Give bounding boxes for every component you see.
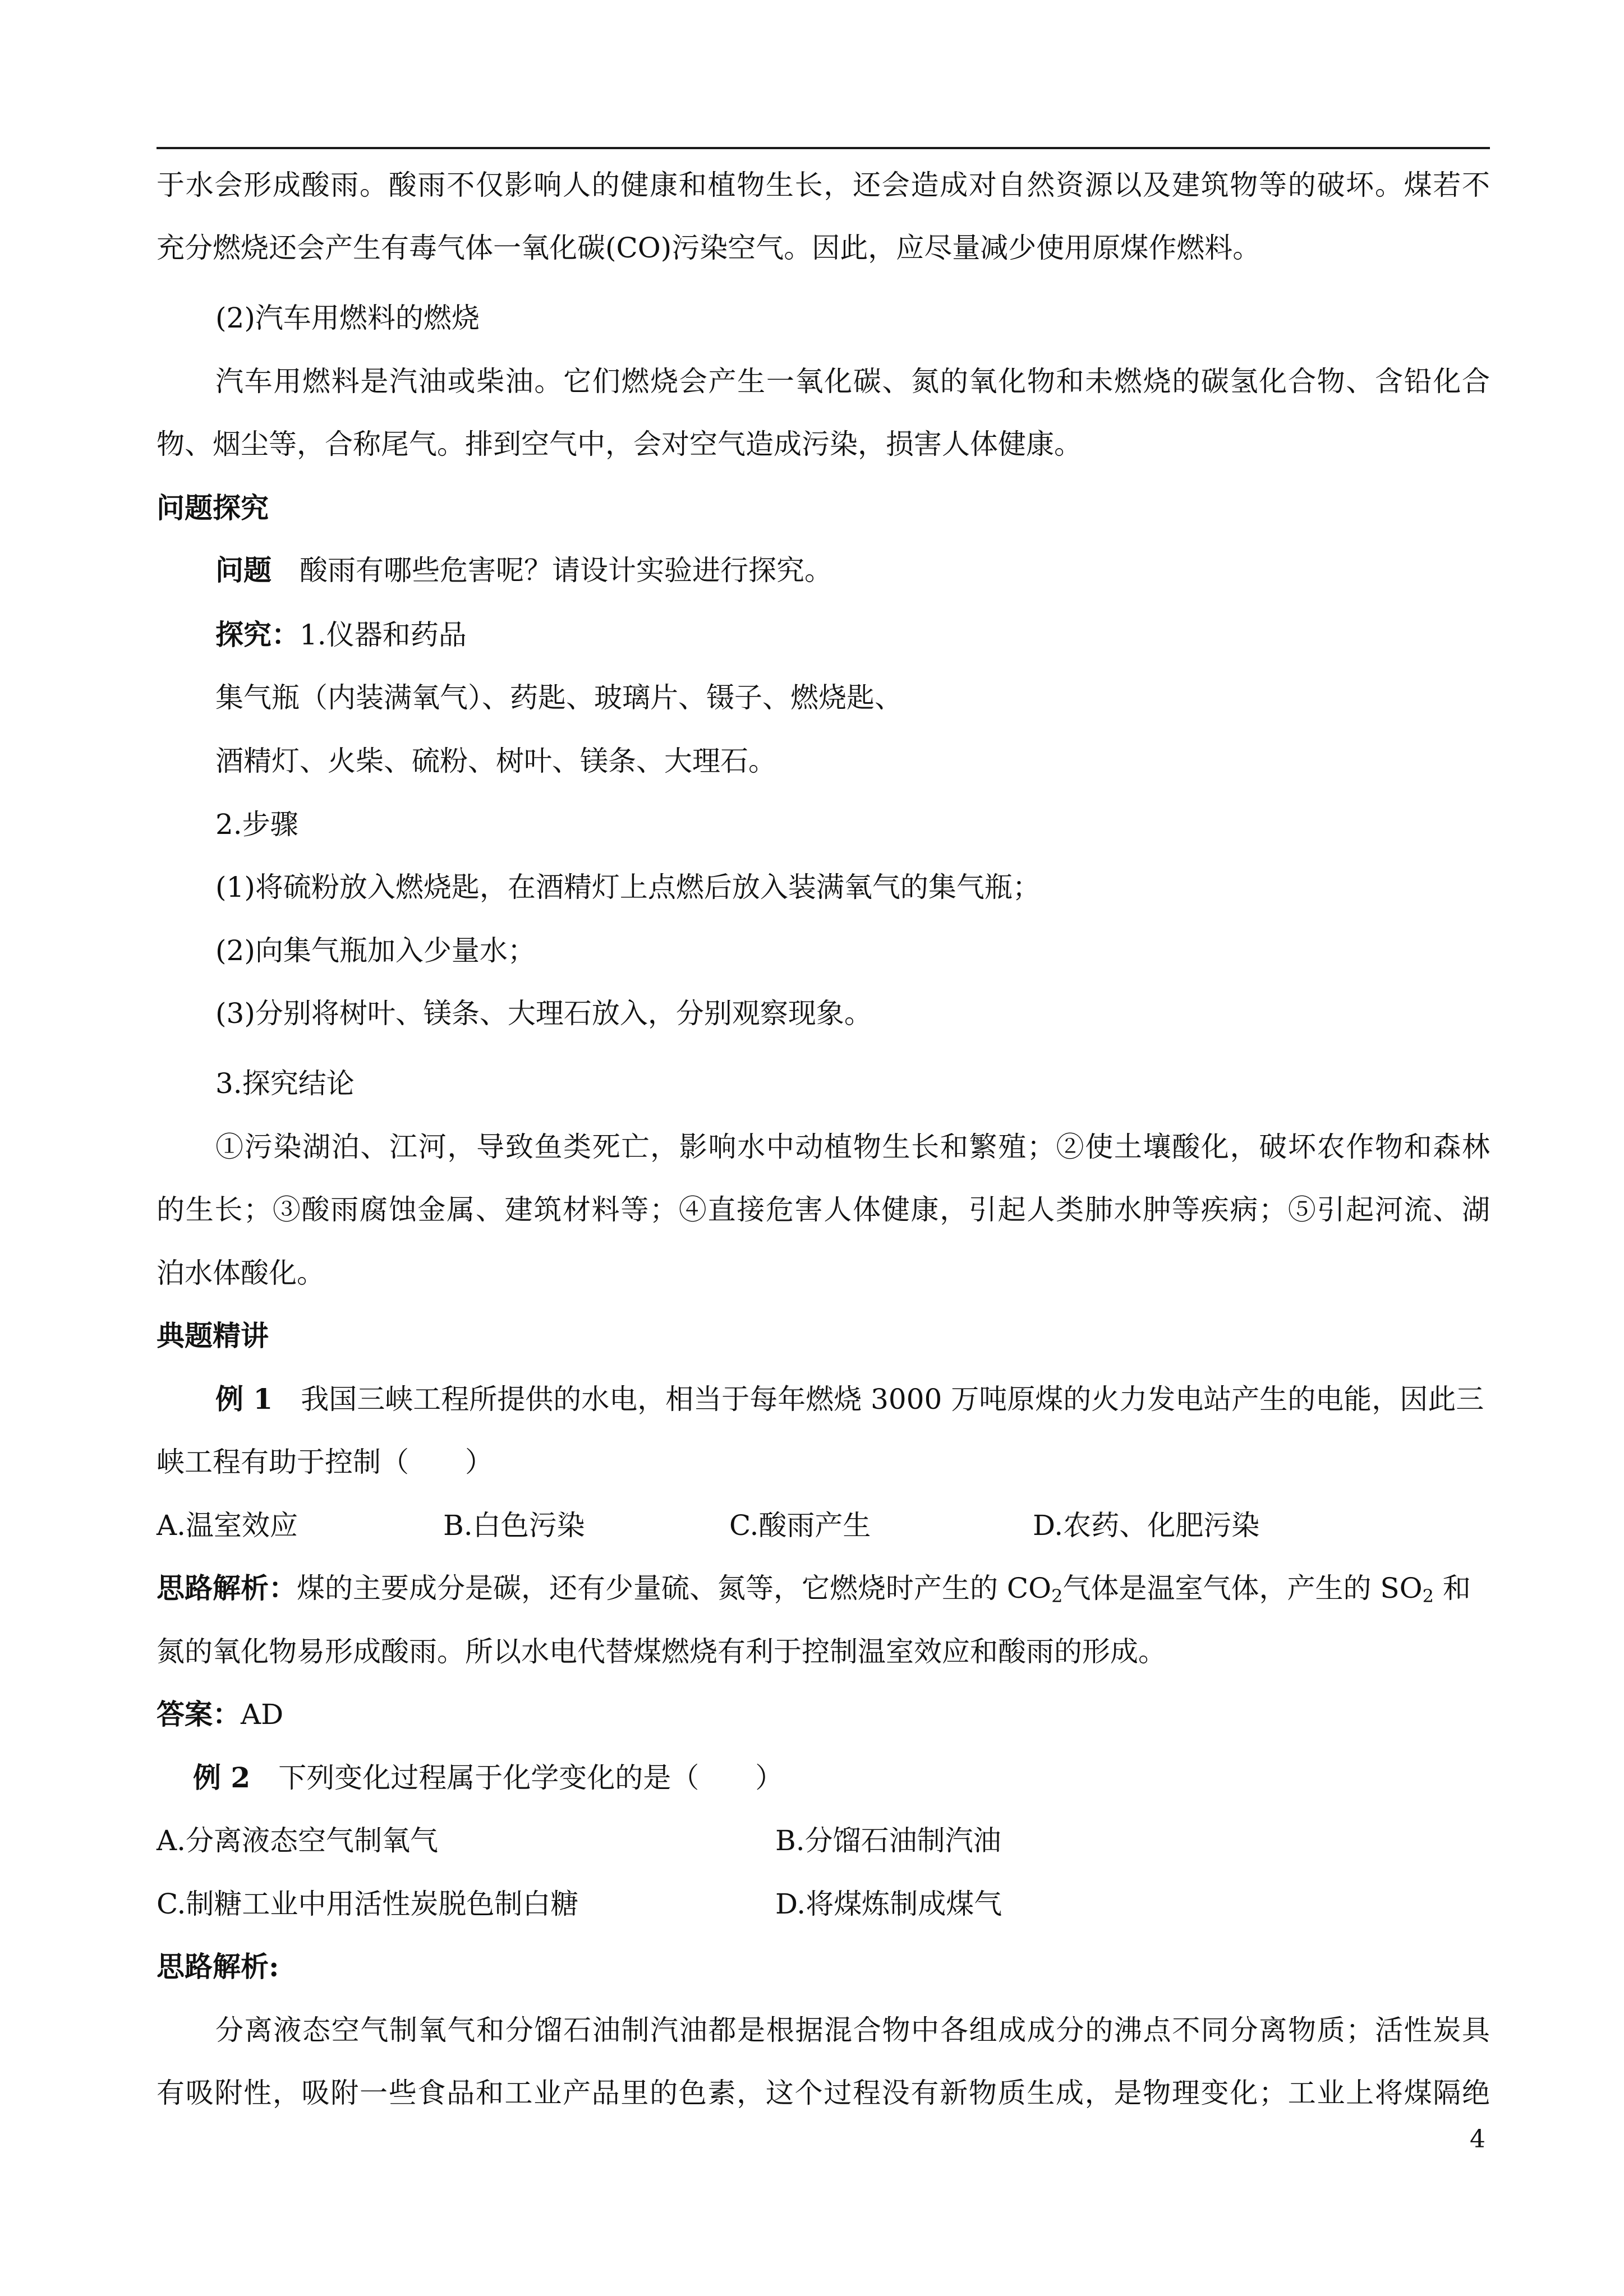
page-number: 4 [1470, 2125, 1485, 2154]
example-2-analysis-line: 有吸附性，吸附一些食品和工业产品里的色素，这个过程没有新物质生成，是物理变化；工业上将煤隔绝 [157, 2077, 1490, 2109]
paragraph-line: 充分燃烧还会产生有毒气体一氧化碳(CO)污染空气。因此，应尽量减少使用原煤作燃料。 [157, 232, 1261, 264]
steps-title: 2.步骤 [215, 808, 298, 841]
example-2-line [193, 1761, 1526, 1795]
subsection-title: (2)汽车用燃料的燃烧 [215, 302, 480, 334]
conclusion-line: 的生长；③酸雨腐蚀金属、建筑材料等；④直接危害人体健康，引起人类肺水肿等疾病；⑤引起河流、湖 [157, 1193, 1490, 1226]
step-item: (3)分别将树叶、镁条、大理石放入，分别观察现象。 [215, 997, 872, 1030]
option-c: C.制糖工业中用活性炭脱色制白糖 [157, 1888, 579, 1920]
example-1-line: 峡工程有助于控制（ ） [157, 1446, 493, 1478]
option-b: B.白色污染 [443, 1509, 585, 1542]
example-1-line [215, 1382, 1490, 1416]
analysis-text: 煤的主要成分是碳，还有少量硫、氮等，它燃烧时产生的 CO [297, 1572, 1052, 1605]
option-a: A.温室效应 [157, 1509, 298, 1542]
step-item: (1)将硫粉放入燃烧匙，在酒精灯上点燃后放入装满氧气的集气瓶； [215, 871, 1041, 903]
example-2-text: 下列变化过程属于化学变化的是（ ） [278, 1762, 784, 1794]
step-item: (2)向集气瓶加入少量水； [215, 934, 536, 967]
explore-text: 1.仪器和药品 [300, 619, 467, 651]
subscript: 2 [1051, 1585, 1063, 1607]
paragraph-line: 汽车用燃料是汽油或柴油。它们燃烧会产生一氧化碳、氮的氧化物和未燃烧的碳氢化合物、含铅化合 [215, 365, 1490, 398]
analysis-text: 和 [1442, 1572, 1471, 1605]
answer-text: AD [241, 1698, 284, 1731]
analysis-label: 思路解析： [157, 1571, 297, 1605]
option-d: D.农药、化肥污染 [1033, 1509, 1260, 1542]
section-heading-examples: 典题精讲 [157, 1319, 269, 1352]
example-2-label: 例 2 [193, 1761, 251, 1794]
option-b: B.分馏石油制汽油 [775, 1824, 1001, 1857]
question-label: 问题 [215, 554, 272, 587]
section-heading-inquiry: 问题探究 [157, 491, 269, 524]
option-c: C.酸雨产生 [729, 1509, 871, 1542]
explore-label: 探究： [215, 618, 300, 651]
conclusion-line: 泊水体酸化。 [157, 1257, 325, 1289]
option-a: A.分离液态空气制氧气 [157, 1824, 439, 1857]
example-1-answer [157, 1698, 1490, 1731]
option-d: D.将煤炼制成煤气 [775, 1888, 1002, 1920]
header-rule [157, 147, 1490, 149]
paragraph-line: 于水会形成酸雨。酸雨不仅影响人的健康和植物生长，还会造成对自然资源以及建筑物等的破坏。煤若不 [157, 169, 1490, 201]
paragraph-line: 物、烟尘等，合称尾气。排到空气中，会对空气造成污染，损害人体健康。 [157, 428, 1082, 460]
analysis-text: 气体是温室气体，产生的 SO [1062, 1572, 1423, 1605]
example-1-label: 例 1 [215, 1382, 273, 1416]
example-2-analysis-line: 分离液态空气制氧气和分馏石油制汽油都是根据混合物中各组成成分的沸点不同分离物质；活性炭具 [215, 2014, 1490, 2046]
answer-label: 答案： [157, 1698, 241, 1731]
subscript: 2 [1422, 1585, 1434, 1607]
example-1-analysis-line [157, 1571, 1490, 1605]
question-text: 酸雨有哪些危害呢？请设计实验进行探究。 [300, 554, 832, 587]
conclusion-line: ①污染湖泊、江河，导致鱼类死亡，影响水中动植物生长和繁殖；②使土壤酸化，破坏农作物和森林 [215, 1131, 1490, 1163]
materials-line: 酒精灯、火柴、硫粉、树叶、镁条、大理石。 [215, 745, 776, 777]
conclusion-title: 3.探究结论 [215, 1067, 355, 1100]
explore-line [215, 618, 1490, 652]
materials-line: 集气瓶（内装满氧气）、药匙、玻璃片、镊子、燃烧匙、 [215, 681, 903, 714]
question-line [215, 554, 1490, 587]
example-1-analysis-line: 氮的氧化物易形成酸雨。所以水电代替煤燃烧有利于控制温室效应和酸雨的形成。 [157, 1635, 1166, 1668]
example-2-analysis-label: 思路解析: [157, 1950, 279, 1983]
example-1-text: 我国三峡工程所提供的水电，相当于每年燃烧 3000 万吨原煤的火力发电站产生的电能，因此三 [301, 1383, 1484, 1416]
